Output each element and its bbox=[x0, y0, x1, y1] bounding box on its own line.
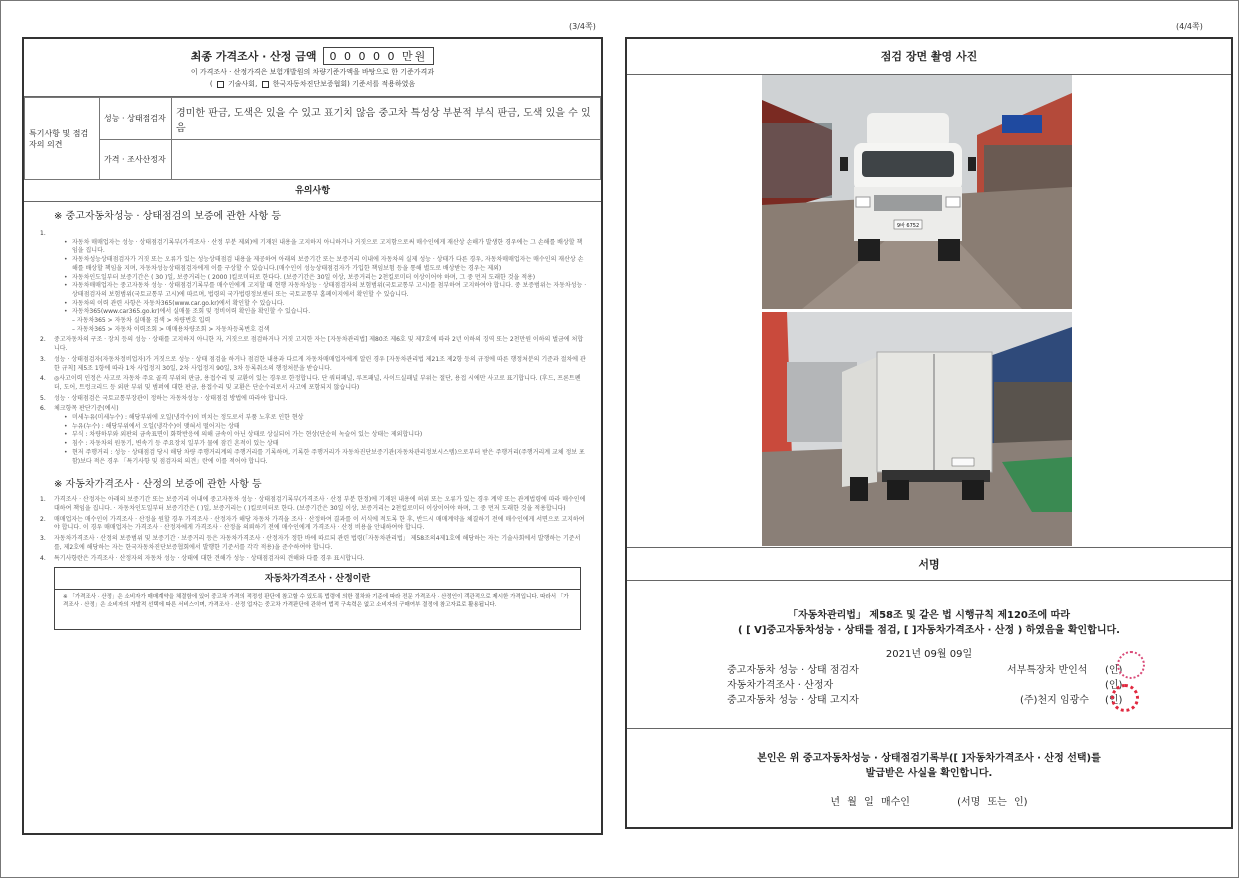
signature-title: 서명 bbox=[627, 547, 1231, 581]
rear-wheel-right bbox=[962, 480, 984, 500]
s1-num5: 5. bbox=[40, 394, 46, 402]
appraisal-info-text: ※ 「가격조사 · 산정」은 소비자가 매매계약을 체결함에 있어 중고차 가격의 적정성 판단에 참고할 수 있도록 법령에 의한 절차와 기준에 따라 전문 가격조사 · 산정인이 객관적으로 제시한 가격입니다. 따라서 「가격조사 · 산정」은 소비자의 자발적 선택에 따른 서비스이며, 가격조사 · 산정 업자는 중고차 가격판단에 관하여 법적 구속력은 없고 소비자의 구매여부 결정에 참고자료로 활용됩니다. bbox=[63, 594, 569, 609]
signer-mark-inspector: (인) bbox=[1105, 665, 1123, 676]
law-text-2: ( [ V]중고자동차성능 · 상태를 점검, [ ]자동차가격조사 · 산정 ) 하였음을 확인합니다. bbox=[738, 625, 1120, 636]
appraisal-info-title: 자동차가격조사 · 산정이란 bbox=[55, 568, 580, 590]
rear-wheel-left bbox=[887, 480, 909, 500]
technical-society-label: 기술사회, bbox=[228, 80, 258, 88]
buyer-sign-field[interactable]: (서명 또는 인) bbox=[957, 797, 1028, 808]
checkbox-technical-society[interactable] bbox=[217, 81, 224, 88]
s1-bullet-sub: – 자동차365 > 자동차 이력조회 > 매매용차량조회 > 자동차등록번호 검색 bbox=[72, 325, 270, 333]
s2-item4: 특기사항란은 가격조사 · 산정자의 자동차 성능 · 상태에 대한 견해가 성능 · 상태점검자의 견해와 다를 경우 표시합니다. bbox=[54, 554, 365, 562]
mirror-left bbox=[840, 157, 848, 171]
left-building-shade bbox=[762, 123, 832, 198]
law-text-1: 「자동차관리법」 제58조 및 같은 법 시행규칙 제120조에 따라 bbox=[787, 610, 1071, 621]
price-standard-line bbox=[24, 79, 601, 89]
truck-wheel-right bbox=[938, 239, 960, 261]
confirm-line-2: 발급받은 사실을 확인합니다. bbox=[865, 768, 993, 779]
final-price-section bbox=[24, 39, 601, 97]
page-number: (3/4쪽) bbox=[569, 22, 596, 31]
s1-item3: 성능 · 상태점검자(자동차정비업자)가 거짓으로 성능 · 상태 점검을 하거나 점검한 내용과 다르게 자동차매매업자에게 알린 경우 [자동차관리법 제21조 제2항 등의 규정에 따른 행정처분의 기준과 절차에 관한 규칙] 제5조 1항에 따라 1차 사업정지 30일, 2차 사업정지 90일, 3차 등록취소의 행정처분을 받습니다. bbox=[54, 355, 586, 372]
seal-stamp-notifier bbox=[1111, 684, 1139, 712]
page-4 bbox=[625, 37, 1233, 829]
s1-item6: 체크항목 판단기준(예시) bbox=[54, 405, 119, 413]
final-price-title: 최종 가격조사 · 산정 금액 bbox=[190, 50, 317, 63]
signer-mark-appraiser: (인) bbox=[1105, 680, 1123, 691]
s1-item4: ◎사고이력 인정은 사고로 자동차 주요 골격 부위의 판금, 용접수리 및 교환이 있는 경우로 한정합니다. 단 쿼터패널, 루프패널, 사이드실패널 부위는 절단, 용접 시에만 사고로 표기합니다. (후드, 프론트펜더, 도어, 트렁크리드 등 외판 부위 및 범퍼에 대한 판금, 용접수리 및 교환은 단순수리로서 사고에 포함되지 않습니다) bbox=[54, 375, 581, 391]
check-criterion: • 부식 : 차량하부와 외판의 금속표면이 화학반응에 의해 금속이 아닌 상태로 상실되어 가는 현상(단순히 녹슬어 있는 상태는 제외합니다) bbox=[64, 431, 587, 440]
s2-item1: 가격조사 · 산정자는 아래의 보증기간 또는 보증거리 이내에 중고자동차 성능 · 상태점검기록부(가격조사 · 산정 부분 한정)에 기재된 내용에 허위 또는 오류가 있는 경우 계약 또는 관계법령에 따라 매수인에 대하여 책임을 집니다. · 자동차인도일부터 보증기간은 ( )일, 보증거리는 ( )킬로미터로 한다. (보증기간은 30일 이상, 보증거리는 2천킬로미터 이상이어야 하며, 그 중 먼저 도래한 것을 적용합니다) bbox=[54, 496, 586, 512]
signer-mark-notifier: (인) bbox=[1105, 695, 1123, 706]
s1-bullet bbox=[64, 308, 587, 334]
s1-num4: 4. bbox=[40, 375, 46, 383]
sign-date: 2021년 09월 09일 bbox=[885, 649, 973, 660]
truck-wheel-left bbox=[858, 239, 880, 261]
price-basis-text: 이 가격조사 · 산정가격은 보험개발원의 차량기준가액을 바탕으로 한 기준가격과 bbox=[190, 68, 435, 76]
signer-name-notifier: (주)천지 임광수 bbox=[1020, 695, 1089, 706]
seal-stamp-inspector bbox=[1117, 651, 1145, 679]
s1-bullet: • 자동차성능상태점검자가 거짓 또는 오류가 있는 성능상태점검 내용을 제공하여 아래의 보증기간 또는 보증거리 이내에 자동차의 실제 성능 · 상태가 다른 경우, 자동차매매업자는 매수인의 재산상 손해를 배상할 책임을 지며, 자동차성능상태점검자에게 이를 구상할 수 있습니다.(매수인이 성능상태점검자가 가입한 책임보험 등을 통해 별도로 배상받는 경우는 제외) bbox=[64, 256, 587, 273]
page-number: (4/4쪽) bbox=[1176, 22, 1203, 31]
truck-grille bbox=[874, 195, 942, 211]
truck-roof-box bbox=[867, 113, 949, 147]
signer-role-inspector: 중고자동차 성능 · 상태 점검자 bbox=[727, 665, 859, 676]
signer-role-appraiser: 자동차가격조사 · 산정자 bbox=[727, 680, 834, 691]
s1-item2: 중고자동차의 구조 · 장치 등의 성능 · 상태를 고지하지 아니한 자, 거짓으로 점검하거나 거짓 고지한 자는 [자동차관리법] 제80조 제6호 및 제7호에 따라 2년 이하의 징역 또는 2천만원 이하의 벌금에 처합니다. bbox=[54, 336, 584, 353]
s1-num3: 3. bbox=[40, 355, 46, 363]
check-criterion: • 미세누유(미세누수) : 해당부위에 오일(냉각수)이 비치는 정도로서 부품 노후로 인한 현상 bbox=[64, 414, 587, 423]
check-criterion: • 침수 : 자동차의 원동기, 변속기 등 주요장치 일부가 물에 잠긴 흔적이 있는 상태 bbox=[64, 440, 587, 449]
section2-body bbox=[24, 496, 601, 563]
check-criterion: • 현저 주행거리 : 성능 · 상태점검 당시 해당 차량 주행거리계의 주행거리를 기록하며, 기록한 주행거리가 자동차진단보증기관(자동차관리정보시스템)으로부터 받은 주행거리(주행거리계 교체 정보 포함)보다 적은 경우 「특기사항 및 점검자의 의견」란에 이를 적어야 합니다. bbox=[64, 449, 587, 466]
rear-license-plate bbox=[952, 458, 974, 466]
s1-bullet-text: • 자동차365(www.car365.go.kr)에서 실매물 조회 및 정비이력 확인을 확인할 수 있습니다. bbox=[72, 308, 311, 316]
rear-view-photo bbox=[762, 312, 1072, 546]
truck-headlight-right bbox=[946, 197, 960, 207]
photo-section-title: 점검 장면 촬영 사진 bbox=[627, 39, 1231, 75]
signer-role-notifier: 중고자동차 성능 · 상태 고지자 bbox=[727, 695, 859, 706]
s1-item5: 성능 · 상태점검은 국토교통부장관이 정하는 자동차성능 · 상태점검 방법에 따라야 합니다. bbox=[54, 394, 288, 402]
truck-windshield bbox=[862, 151, 954, 177]
license-plate-text: 9바 6752 bbox=[896, 223, 920, 229]
section1-body bbox=[24, 230, 601, 466]
mirror-right bbox=[968, 157, 976, 171]
price-amount-field: 0 0 0 0 0 만원 bbox=[323, 47, 435, 65]
inspector-opinion: 경미한 판금, 도색은 있을 수 있고 표기치 않음 중고차 특성상 부분적 부식 판금, 도색 있을 수 있음 bbox=[172, 98, 601, 140]
s1-bullet: • 자동차인도일부터 보증기간은 ( 30 )일, 보증거리는 ( 2000 )킬로미터로 한다다. (보증기간은 30일 이상, 보증거리는 2천킬로미터 이상이어야 하며, 그 중 먼저 도래한 것을 적용) bbox=[64, 274, 587, 283]
front-view-photo bbox=[762, 75, 1072, 309]
s2-num4: 4. bbox=[40, 554, 46, 562]
truck-box-side bbox=[842, 357, 877, 487]
receipt-confirmation bbox=[627, 751, 1231, 781]
s1-bullet: • 자동차 매매업자는 성능 · 상태점검기록부(가격조사 · 산정 부분 제외)에 기재된 내용을 고지하지 아니하거나 거짓으로 고지함으로써 매수인에게 재산상 손해가 발생한 경우에는 그 손해를 배상할 책임을 집니다. bbox=[64, 239, 587, 256]
signature-section bbox=[627, 581, 1231, 729]
opinion-table bbox=[24, 97, 601, 180]
check-criterion: • 누유(누수) : 해당부위에서 오일(냉각수)이 맺혀서 떨어지는 상태 bbox=[64, 423, 587, 432]
opinion-label: 특기사항 및 점검자의 의견 bbox=[25, 98, 100, 180]
s1-num1: 1. bbox=[40, 230, 46, 237]
signer-name-inspector: 서부특장차 반인석 bbox=[1007, 665, 1088, 676]
checkbox-kadia[interactable] bbox=[262, 81, 269, 88]
right-sign bbox=[1002, 115, 1042, 133]
appraiser-opinion bbox=[172, 140, 601, 180]
paren-open: ( bbox=[209, 80, 213, 88]
s1-num2: 2. bbox=[40, 336, 46, 344]
page-3 bbox=[22, 37, 603, 835]
buyer-signature-line bbox=[627, 793, 1231, 808]
final-price-title-row bbox=[191, 47, 435, 65]
right-building-front bbox=[984, 145, 1072, 195]
truck-headlight-left bbox=[856, 197, 870, 207]
appraisal-info-box bbox=[54, 567, 581, 630]
s1-num6: 6. bbox=[40, 405, 46, 413]
s1-bullet-sub: – 자동차365 > 자동차 실매물 검색 > 차량번호 입력 bbox=[72, 317, 211, 325]
s2-item2: 매매업자는 매수인이 가격조사 · 산정을 원할 경우 가격조사 · 산정자가 해당 자동차 가격을 조사 · 산정하여 결과를 이 서식에 적도록 한 후, 반드시 매매계약을 체결하기 전에 매수인에게 서면으로 고지하여야 합니다. 이 경우 매매업자는 가격조사 · 산정자에게 가격조사 · 산정을 의뢰하기 전에 매수인에게 가격조사 · 산정 비용을 안내하여야 합니다. bbox=[54, 515, 585, 532]
rear-wheel-side bbox=[850, 477, 868, 501]
notes-title: 유의사항 bbox=[24, 180, 601, 202]
section2-title: ※ 자동차가격조사 · 산정의 보증에 관한 사항 등 bbox=[54, 479, 262, 491]
section1-title: ※ 중고자동차성능 · 상태점검의 보증에 관한 사항 등 bbox=[54, 211, 282, 222]
confirm-line-1: 본인은 위 중고자동차성능 · 상태점검기록부([ ]자동차가격조사 · 산정 선택)를 bbox=[757, 753, 1101, 764]
s1-bullet: • 자동차매매업자는 중고자동차 성능 · 상태점검기록부를 매수인에게 고지할 때 현행 자동차성능 · 상태점검자의 보험범위(국토교통부 고시)를 첨부하여 고지하여야 합니다. 중 보증범위는 자동차성능 · 상태점검자의 보험범위(국토교통부 고시)에 따르며, 법령의 국가법령정보센터 또는 국토교통부 홈페이지에서 확인할 수 있습니다. bbox=[64, 282, 587, 299]
buyer-date-label: 년 월 일 매수인 bbox=[830, 797, 910, 808]
s2-num1: 1. bbox=[40, 496, 46, 504]
s2-item3: 자동차가격조사 · 산정의 보증범위 및 보증기간 · 보증거리 등은 자동차가격조사 · 산정자가 정한 바에 따르되 관련 법령(「자동차관리법」 제58조의4제1호에 해당하는 자는 기술사회에서 발행하는 기준서를, 제2호에 해당하는 자는 한국자동차진단보증협회에서 발행한 기준서를 각각 적용)을 준수하여야 합니다. bbox=[54, 535, 581, 551]
s1-bullet: • 자동차의 이력 관련 사항은 자동차365(www.car.go.kr)에서 확인할 수 있습니다. bbox=[64, 300, 587, 309]
s2-num3: 3. bbox=[40, 535, 46, 543]
inspector-label: 성능 · 상태점검자 bbox=[100, 98, 172, 140]
appraiser-label: 가격 · 조사산정자 bbox=[100, 140, 172, 180]
s2-num2: 2. bbox=[40, 515, 46, 523]
kadia-label: 한국자동차진단보증협회) 기준서를 적용하였음 bbox=[272, 80, 416, 88]
